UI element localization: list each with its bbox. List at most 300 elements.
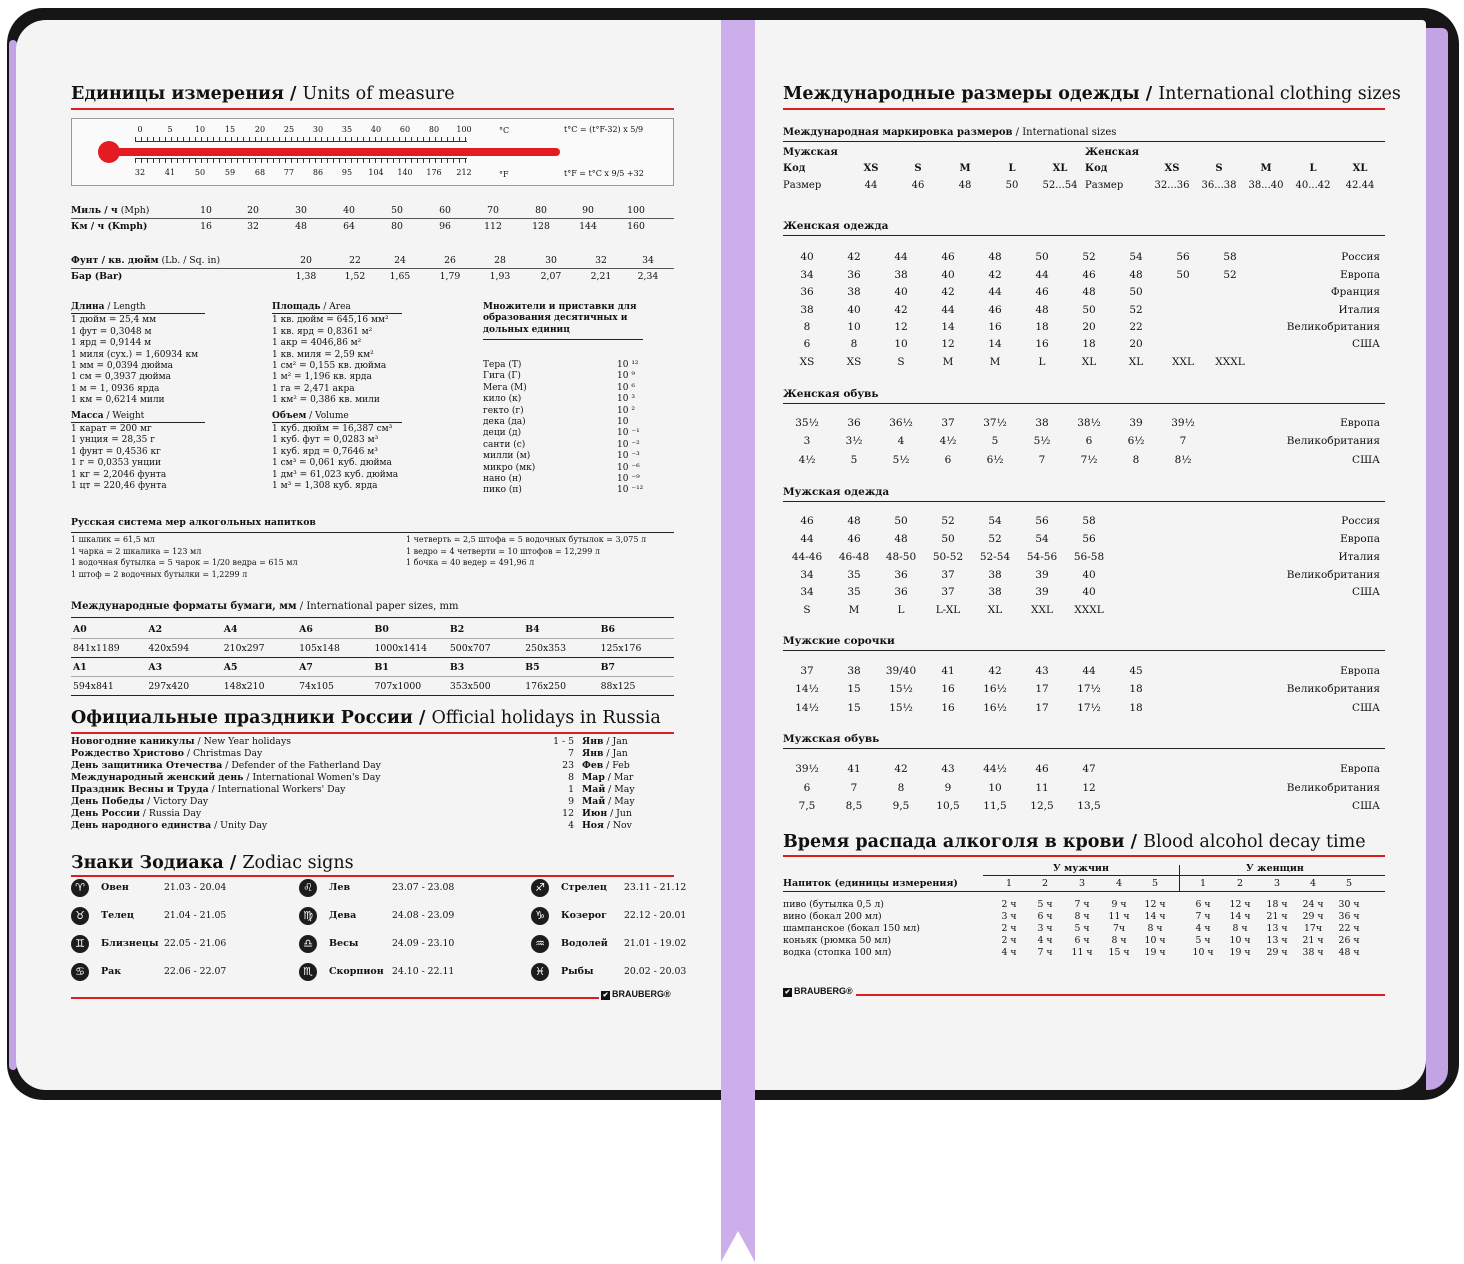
size-value: 46 — [1082, 269, 1096, 281]
holiday-row — [71, 796, 635, 808]
women-time: 38 ч — [1302, 947, 1324, 958]
men-time: 12 ч — [1144, 899, 1166, 910]
scale-tick-label: 50 — [194, 168, 206, 177]
area-item: 1 кв. ярд = 0,8361 м² — [272, 326, 373, 337]
zodiac-icon: ♋ — [71, 963, 89, 981]
prefix-value: 10 ⁶ — [617, 382, 635, 393]
unit-value: 32 — [595, 255, 607, 266]
scale-tick-label: 104 — [368, 168, 384, 177]
men-time: 6 ч — [1037, 911, 1053, 922]
paper-cell: 841x1189 — [71, 639, 146, 658]
prefix-value: 10 ⁻¹² — [617, 485, 644, 496]
unit-value: 144 — [579, 221, 597, 232]
women-code: XL — [1352, 163, 1368, 174]
holiday-name-ru: Рождество Христово — [71, 748, 184, 759]
size-value: 12,5 — [1030, 800, 1054, 812]
men-time: 15 ч — [1108, 947, 1130, 958]
size-value: 12 — [1082, 782, 1096, 794]
holiday-month-en: / May — [605, 784, 635, 795]
size-value: 6 — [803, 782, 811, 794]
size-value: S — [897, 356, 905, 368]
paper-cell: B2 — [448, 620, 523, 639]
women-size: 36...38 — [1201, 180, 1237, 191]
country-label: Европа — [1340, 269, 1380, 281]
holiday-name — [71, 736, 291, 748]
size-value: 44 — [1082, 665, 1096, 677]
country-label: Россия — [1341, 515, 1380, 527]
men-size: 44 — [864, 180, 878, 191]
size-value: 44 — [988, 286, 1002, 298]
holiday-row — [71, 736, 631, 748]
size-value: 40 — [800, 251, 814, 263]
holiday-name — [71, 760, 381, 772]
holiday-name — [71, 796, 208, 808]
prefix-name: дека (да) — [483, 417, 526, 428]
size-value: 50 — [1082, 304, 1096, 316]
size-value: 18 — [1129, 683, 1143, 695]
holiday-row — [71, 772, 634, 784]
size-value: 50 — [1129, 286, 1143, 298]
size-value: M — [989, 356, 1001, 368]
zodiac-name: Козерог — [561, 910, 607, 921]
size-value: 46 — [847, 533, 861, 545]
women-size: 32...36 — [1154, 180, 1190, 191]
psi-label: Фунт / кв. дюйм (Lb. / Sq. in) — [71, 255, 221, 266]
paper-cell: 176x250 — [523, 677, 598, 696]
size-value: 42 — [941, 286, 955, 298]
size-value: 44½ — [983, 763, 1007, 775]
prefix-name: гекто (г) — [483, 405, 524, 416]
fahrenheit-scale — [72, 168, 532, 180]
size-value: 8 — [897, 782, 905, 794]
size-value: 38 — [1035, 417, 1049, 429]
rule — [783, 235, 1385, 236]
prefix-name: милли (м) — [483, 451, 531, 462]
size-value: XL — [1081, 356, 1097, 368]
page-edges-right — [1426, 28, 1448, 1090]
size-value: 48 — [1082, 286, 1096, 298]
holiday-month-en: / Mar — [604, 772, 634, 783]
holiday-name-en: / International Women's Day — [243, 772, 381, 783]
women-time: 13 ч — [1266, 935, 1288, 946]
size-value: 46 — [1035, 763, 1049, 775]
unit-value: 60 — [439, 205, 451, 216]
size-section-title: Мужская одежда — [783, 486, 890, 498]
length-item: 1 км = 0,6214 мили — [71, 395, 165, 406]
size-value: 52-54 — [979, 551, 1011, 563]
prefix-name: деци (д) — [483, 428, 522, 439]
holiday-month-ru: Мар — [582, 772, 605, 783]
right-page — [752, 20, 1426, 1090]
paper-cell: A7 — [297, 658, 372, 677]
size-value: 9 — [944, 782, 952, 794]
size-value: 52 — [1082, 251, 1096, 263]
column-divider — [1179, 865, 1180, 891]
holiday-month-ru: Май — [582, 796, 606, 807]
country-label: Россия — [1341, 251, 1380, 263]
drink-name: шампанское (бокал 150 мл) — [783, 923, 920, 934]
length-item: 1 м = 1, 0936 ярда — [71, 383, 160, 394]
volume-item: 1 см³ = 0,061 куб. дюйма — [272, 458, 392, 469]
size-value: 35 — [847, 586, 861, 598]
length-item: 1 ярд = 0,9144 м — [71, 338, 152, 349]
size-value: 38 — [847, 665, 861, 677]
men-time: 8 ч — [1147, 923, 1163, 934]
unit-value: 30 — [545, 255, 557, 266]
prefix-name: санти (с) — [483, 439, 526, 450]
holiday-name-en: / Victory Day — [144, 796, 209, 807]
men-time: 19 ч — [1144, 947, 1166, 958]
size-value: 3 — [803, 435, 811, 447]
size-value: 11 — [1035, 782, 1049, 794]
bookmark-ribbon — [721, 20, 755, 1262]
size-value: 43 — [941, 763, 955, 775]
alcohol-measure-item: 1 штоф = 2 водочных бутылки = 1,2299 л — [71, 569, 248, 579]
women-time: 26 ч — [1338, 935, 1360, 946]
prefix-name: Мега (М) — [483, 382, 527, 393]
holiday-day: 12 — [562, 808, 574, 819]
unit-value: 96 — [439, 221, 451, 232]
country-label: Италия — [1338, 304, 1380, 316]
size-value: 37 — [941, 569, 955, 581]
red-rule — [71, 997, 599, 999]
men-time: 4 ч — [1001, 947, 1017, 958]
prefix-value: 10 ³ — [617, 394, 635, 405]
length-item: 1 см = 0,3937 дюйма — [71, 372, 171, 383]
size-value: XXXL — [1215, 356, 1245, 368]
size-value: 46 — [1035, 286, 1049, 298]
paper-row — [71, 677, 674, 696]
men-time: 10 ч — [1144, 935, 1166, 946]
size-value: 16 — [1035, 338, 1049, 350]
country-label: США — [1352, 338, 1380, 350]
holiday-month-ru: Июн — [582, 808, 608, 819]
size-value: 52 — [988, 533, 1002, 545]
thermometer-box — [71, 118, 674, 186]
unit-value: 10 — [200, 205, 212, 216]
prefix-value: 10 ² — [617, 405, 635, 416]
scale-tick-label: 77 — [283, 168, 295, 177]
size-section-title: Мужские сорочки — [783, 635, 895, 647]
paper-cell: 594x841 — [71, 677, 146, 696]
scale-tick-label: 80 — [428, 125, 440, 134]
col-number: 1 — [1199, 878, 1207, 889]
size-value: 34 — [800, 269, 814, 281]
prefix-value: 10 — [617, 417, 629, 428]
holiday-name — [71, 784, 345, 796]
unit-value: 20 — [247, 205, 259, 216]
zodiac-name: Телец — [101, 910, 134, 921]
alcohol-measure-item: 1 четверть = 2,5 штофа = 5 водочных бутылок = 3,075 л — [406, 535, 647, 544]
size-value: 7½ — [1080, 454, 1098, 466]
unit-value: 1,52 — [344, 271, 366, 282]
size-value: 56 — [1082, 533, 1096, 545]
prefix-value: 10 ⁹ — [617, 371, 635, 382]
unit-value: 1,65 — [389, 271, 411, 282]
men-group-label: У мужчин — [1053, 863, 1109, 874]
holiday-month — [582, 808, 632, 820]
col-number: 2 — [1041, 878, 1049, 889]
zodiac-dates: 22.12 - 20.01 — [624, 910, 687, 921]
size-value: 56-58 — [1073, 551, 1105, 563]
size-value: 44-46 — [791, 551, 823, 563]
zodiac-dates: 21.01 - 19.02 — [624, 938, 687, 949]
volume-item: 1 куб. ярд = 0,7646 м³ — [272, 446, 378, 457]
unit-value: 80 — [535, 205, 547, 216]
women-time: 4 ч — [1195, 923, 1211, 934]
area-item: 1 м² = 1,196 кв. ярда — [272, 372, 372, 383]
holiday-month-ru: Фев — [582, 760, 604, 771]
holiday-month — [582, 736, 628, 748]
size-value: 48 — [1035, 304, 1049, 316]
country-label: Европа — [1340, 417, 1380, 429]
size-value: 50 — [894, 515, 908, 527]
women-code: XS — [1164, 163, 1180, 174]
size-section-title: Женская одежда — [783, 220, 889, 232]
size-value: 56 — [1176, 251, 1190, 263]
size-value: 18 — [1129, 702, 1143, 714]
unit-value: 16 — [200, 221, 212, 232]
zodiac-dates: 20.02 - 20.03 — [624, 966, 687, 977]
size-value: 43 — [1035, 665, 1049, 677]
size-value: 44 — [894, 251, 908, 263]
men-time: 9 ч — [1111, 899, 1127, 910]
women-time: 24 ч — [1302, 899, 1324, 910]
zodiac-icon: ♍ — [299, 907, 317, 925]
unit-value: 1,93 — [489, 271, 511, 282]
prefix-name: микро (мк) — [483, 462, 536, 473]
women-time: 18 ч — [1266, 899, 1288, 910]
country-label: Великобритания — [1286, 435, 1380, 447]
women-code: S — [1215, 163, 1223, 174]
zodiac-name: Скорпион — [329, 966, 384, 977]
size-value: 37 — [941, 586, 955, 598]
size-value: 35½ — [795, 417, 819, 429]
size-value: 36 — [847, 269, 861, 281]
holiday-name — [71, 748, 262, 760]
check-icon: ✔ — [602, 992, 609, 999]
size-value: 8 — [1132, 454, 1140, 466]
size-value: 8 — [803, 321, 811, 333]
area-item: 1 кв. миля = 2,59 км² — [272, 349, 374, 360]
women-time: 12 ч — [1229, 899, 1251, 910]
volume-item: 1 куб. фут = 0,0283 м³ — [272, 435, 379, 446]
holiday-name-ru: День защитника Отечества — [71, 760, 223, 771]
country-label: Великобритания — [1286, 569, 1380, 581]
size-value: 12 — [894, 321, 908, 333]
zodiac-dates: 21.04 - 21.05 — [164, 910, 227, 921]
size-value: 16 — [941, 683, 955, 695]
women-time: 10 ч — [1192, 947, 1214, 958]
bar-label: Бар (Bar) — [71, 271, 123, 282]
scale-tick-label: 32 — [134, 168, 146, 177]
zodiac-icon: ♓ — [531, 963, 549, 981]
men-time: 7 ч — [1074, 899, 1090, 910]
brand-logo: ✔ BRAUBERG® — [784, 986, 853, 996]
unit-value: 24 — [394, 255, 406, 266]
size-value: 39 — [1035, 586, 1049, 598]
holiday-month-ru: Май — [582, 784, 606, 795]
size-value: 6 — [1085, 435, 1093, 447]
paper-cell: A3 — [146, 658, 221, 677]
size-value: 39½ — [795, 763, 819, 775]
size-value: 3½ — [845, 435, 863, 447]
col-number: 4 — [1115, 878, 1123, 889]
unit-value: 128 — [532, 221, 550, 232]
holiday-month-en: / Nov — [603, 820, 632, 831]
men-time: 14 ч — [1144, 911, 1166, 922]
zodiac-dates: 24.09 - 23.10 — [392, 938, 455, 949]
zodiac-name: Рак — [101, 966, 122, 977]
men-time: 11 ч — [1071, 947, 1093, 958]
prefixes-section: Множители и приставки для образования десятичных и дольных единиц — [483, 302, 643, 340]
men-code: S — [914, 163, 922, 174]
holiday-name-ru: День Победы — [71, 796, 145, 807]
country-label: Европа — [1340, 665, 1380, 677]
paper-cell: 420x594 — [146, 639, 221, 658]
size-value: 7,5 — [798, 800, 816, 812]
drink-name: пиво (бутылка 0,5 л) — [783, 899, 884, 910]
holiday-month — [582, 796, 635, 808]
size-value: 9,5 — [892, 800, 910, 812]
intl-title: Международная маркировка размеров / International sizes — [783, 127, 1117, 138]
size-value: 8 — [850, 338, 858, 350]
volume-item: 1 куб. дюйм = 16,387 см³ — [272, 424, 393, 435]
men-size: 50 — [1005, 180, 1019, 191]
size-value: 47 — [1082, 763, 1096, 775]
paper-cell: 74x105 — [297, 677, 372, 696]
paper-cell: A1 — [71, 658, 146, 677]
prefix-name: нано (н) — [483, 474, 522, 485]
col-number: 3 — [1078, 878, 1086, 889]
size-value: 44 — [800, 533, 814, 545]
size-value: 39/40 — [885, 665, 917, 677]
country-label: США — [1352, 586, 1380, 598]
unit-value: 40 — [343, 205, 355, 216]
zodiac-icon: ♐ — [531, 879, 549, 897]
unit-value: 20 — [300, 255, 312, 266]
holiday-name-en: / International Workers' Day — [208, 784, 346, 795]
women-time: 21 ч — [1266, 911, 1288, 922]
women-time: 30 ч — [1338, 899, 1360, 910]
size-value: 54 — [988, 515, 1002, 527]
women-size: 40...42 — [1295, 180, 1331, 191]
size-value: 7 — [850, 782, 858, 794]
size-value: 4½ — [798, 454, 816, 466]
holiday-month-en: / Feb — [603, 760, 630, 771]
holiday-month-ru: Ноя — [582, 820, 604, 831]
unit-value: 90 — [582, 205, 594, 216]
men-code: XS — [863, 163, 879, 174]
thermometer-tube — [112, 148, 560, 156]
unit-value: 80 — [391, 221, 403, 232]
holiday-name-en: / Unity Day — [211, 820, 268, 831]
size-value: 16 — [988, 321, 1002, 333]
size-value: 14½ — [795, 683, 819, 695]
size-value: 5½ — [1033, 435, 1051, 447]
unit-value: 100 — [627, 205, 645, 216]
holiday-row — [71, 784, 635, 796]
unit-value: 70 — [487, 205, 499, 216]
size-value: 11,5 — [983, 800, 1007, 812]
holiday-name — [71, 820, 267, 832]
paper-cell: B3 — [448, 658, 523, 677]
holiday-month — [582, 784, 635, 796]
women-code: L — [1309, 163, 1317, 174]
size-value: 54 — [1035, 533, 1049, 545]
mass-item: 1 карат = 200 мг — [71, 424, 152, 435]
paper-cell: B6 — [599, 620, 674, 639]
alcohol-measure-item: 1 чарка = 2 шкалика = 123 мл — [71, 546, 202, 556]
zodiac-dates: 23.11 - 21.12 — [624, 882, 687, 893]
celsius-formula: t°C = (t°F-32) x 5/9 — [564, 125, 644, 134]
scale-tick-label: 25 — [283, 125, 295, 134]
holiday-day: 4 — [568, 820, 574, 831]
women-label: Женская — [1085, 147, 1139, 158]
men-time: 2 ч — [1001, 899, 1017, 910]
size-value: XL — [987, 604, 1003, 616]
size-value: 20 — [1082, 321, 1096, 333]
scale-tick-label: 41 — [164, 168, 176, 177]
area-item: 1 акр = 4046,86 м² — [272, 338, 362, 349]
zodiac-dates: 22.05 - 21.06 — [164, 938, 227, 949]
prefix-name: Тера (Т) — [483, 360, 522, 370]
zodiac-name: Рыбы — [561, 966, 594, 977]
col-number: 5 — [1345, 878, 1353, 889]
unit-value: 28 — [494, 255, 506, 266]
celsius-unit: °C — [499, 126, 510, 135]
size-value: 42 — [847, 251, 861, 263]
men-time: 3 ч — [1037, 923, 1053, 934]
size-value: XS — [846, 356, 862, 368]
size-value: 40 — [894, 286, 908, 298]
scale-tick-label: 100 — [456, 125, 472, 134]
length-item: 1 мм = 0,0394 дюйма — [71, 361, 173, 372]
size-value: 44 — [941, 304, 955, 316]
unit-value: 48 — [295, 221, 307, 232]
size-value: 38 — [988, 569, 1002, 581]
paper-cell: A4 — [222, 620, 297, 639]
length-section: Длина / Length 1 дюйм = 25,4 мм 1 фут = 0,3048 м 1 ярд = 0,9144 м 1 миля (сух.) = 1,60934 км 1 мм = 0,0394 дюйма 1 см = 0,3937 дюйма 1 м = 1, 0936 ярда 1 км = 0,6214 мили Масса / Weight 1 карат = 200 мг 1 унция = 28,35 г 1 фунт = 0,4536 кг 1 г = 0,0353 унции 1 кг = 2,2046 фунта 1 цт = 220,46 фунта — [71, 302, 205, 493]
zodiac-icon: ♏ — [299, 963, 317, 981]
size-value: 8,5 — [845, 800, 863, 812]
zodiac-dates: 24.08 - 23.09 — [392, 910, 455, 921]
size-value: 16½ — [983, 683, 1007, 695]
prefix-value: 10 ⁻³ — [617, 451, 640, 462]
size-value: L — [1038, 356, 1046, 368]
unit-value: 22 — [349, 255, 361, 266]
unit-value: 32 — [247, 221, 259, 232]
holiday-name — [71, 808, 201, 820]
fahrenheit-ticks — [135, 158, 467, 163]
rule — [71, 532, 674, 533]
alcohol-title: Время распада алкоголя в крови / Blood alcohol decay time — [783, 832, 1366, 852]
size-value: 38 — [847, 286, 861, 298]
size-value: 52 — [1129, 304, 1143, 316]
size-value: 42 — [988, 269, 1002, 281]
size-value: 38 — [894, 269, 908, 281]
scale-tick-label: 5 — [167, 125, 173, 134]
zodiac-name: Дева — [329, 910, 357, 921]
women-time: 8 ч — [1232, 923, 1248, 934]
country-label: Италия — [1338, 551, 1380, 563]
size-value: 15½ — [889, 683, 913, 695]
size-value: 40 — [941, 269, 955, 281]
size-tables — [752, 20, 1426, 820]
zodiac-icon: ♌ — [299, 879, 317, 897]
men-time: 7ч — [1112, 923, 1126, 934]
scale-tick-label: 40 — [370, 125, 382, 134]
